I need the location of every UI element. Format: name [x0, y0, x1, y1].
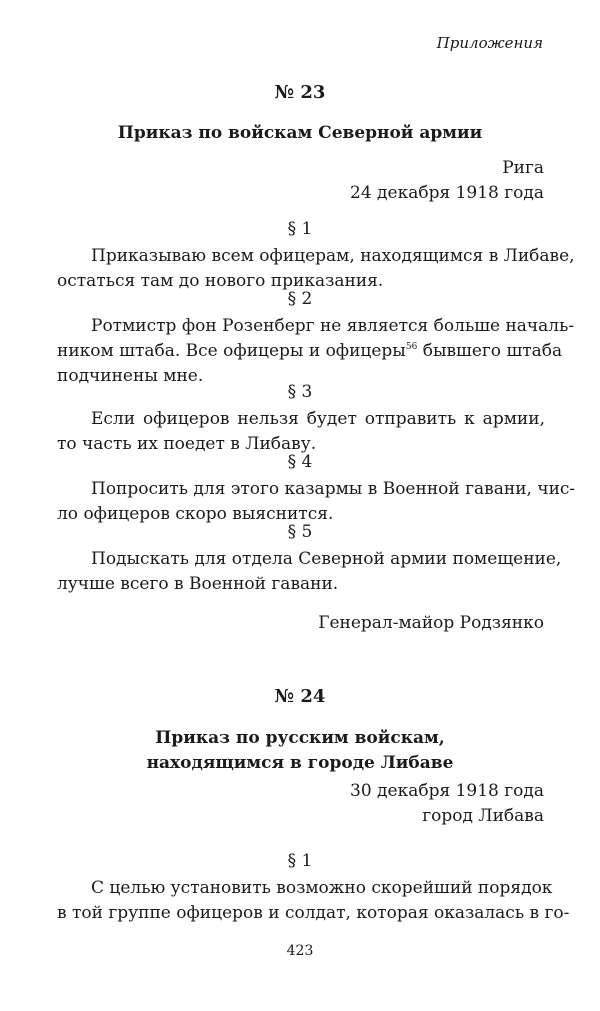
- text-line: С целью установить возможно скорейший порядок: [91, 878, 553, 898]
- footnote-marker: 56: [405, 342, 418, 352]
- doc-24-section-1-mark: § 1: [287, 851, 313, 871]
- running-header: Приложения: [436, 34, 543, 52]
- doc-24-place: город Либава: [422, 806, 544, 826]
- doc-23-section-3-mark: § 3: [287, 382, 313, 402]
- text-line: подчинены мне.: [57, 366, 204, 386]
- text-fragment: ником штаба. Все офицеры и офицеры: [57, 341, 406, 361]
- text-line: Ротмистр фон Розенберг не является больше началь-: [91, 316, 575, 336]
- doc-24-number: № 24: [274, 686, 326, 707]
- text-line: лучше всего в Военной гавани.: [57, 574, 339, 594]
- doc-23-section-2-text: [57, 314, 575, 389]
- text-fragment: бывшего штаба: [422, 341, 563, 361]
- text-line: Если офицеров нельзя будет отправить к армии,: [91, 409, 545, 429]
- doc-23-section-1-mark: § 1: [287, 219, 313, 239]
- doc-24-section-1-text: [57, 876, 570, 926]
- doc-23-place: Рига: [502, 158, 544, 178]
- text-line: в той группе офицеров и солдат, которая оказалась в го-: [57, 903, 570, 923]
- doc-23-section-3-text: [57, 407, 545, 457]
- doc-24-title: [0, 726, 600, 776]
- doc-23-section-5-mark: § 5: [287, 522, 313, 542]
- text-line: ло офицеров скоро выяснится.: [57, 504, 334, 524]
- doc-24-title-line: Приказ по русским войскам,: [155, 728, 445, 748]
- doc-23-number: № 23: [274, 82, 326, 103]
- doc-24-title-line: находящимся в городе Либаве: [146, 753, 454, 773]
- doc-23-date: 24 декабря 1918 года: [350, 183, 544, 203]
- doc-24-date: 30 декабря 1918 года: [350, 781, 544, 801]
- text-line: то часть их поедет в Либаву.: [57, 434, 317, 454]
- page-number: 423: [286, 943, 314, 959]
- text-line: остаться там до нового приказания.: [57, 271, 384, 291]
- text-line: Подыскать для отдела Северной армии помещение,: [91, 549, 562, 569]
- doc-23-title: Приказ по войскам Северной армии: [117, 123, 483, 143]
- doc-23-section-2-mark: § 2: [287, 289, 313, 309]
- text-line: [57, 339, 563, 364]
- doc-23-section-4-text: [57, 477, 576, 527]
- doc-23-section-4-mark: § 4: [287, 452, 313, 472]
- text-line: Приказываю всем офицерам, находящимся в Либаве,: [91, 246, 575, 266]
- doc-23-section-1-text: [57, 244, 575, 294]
- doc-23-section-5-text: [57, 547, 562, 597]
- text-line: Попросить для этого казармы в Военной гавани, чис-: [91, 479, 576, 499]
- doc-23-signature: Генерал-майор Родзянко: [318, 613, 544, 633]
